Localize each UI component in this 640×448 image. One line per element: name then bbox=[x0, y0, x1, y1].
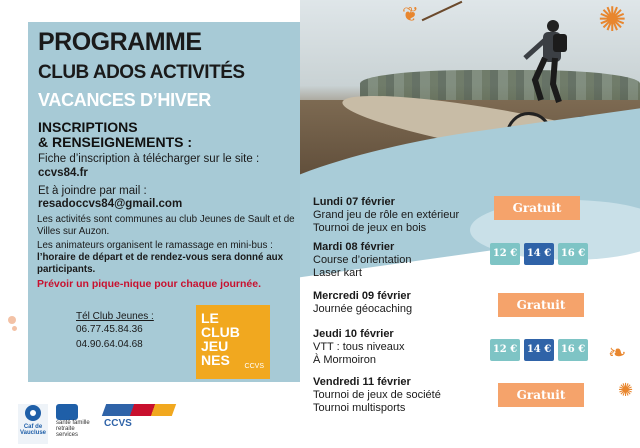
info-minibus: Les animateurs organisent le ramassage en mini-bus : bbox=[37, 240, 273, 251]
price-badge: 16 € bbox=[558, 243, 588, 265]
price-badge: 16 € bbox=[558, 339, 588, 361]
schedule-day: Mercredi 09 février bbox=[313, 290, 411, 302]
logo-line: NES bbox=[201, 352, 230, 368]
logo-line: LE bbox=[201, 310, 219, 326]
decor-dot bbox=[12, 326, 17, 331]
website-link[interactable]: ccvs84.fr bbox=[38, 167, 88, 179]
phone-mobile[interactable]: 06.77.45.84.36 bbox=[76, 324, 143, 335]
schedule-item bbox=[313, 290, 412, 316]
schedule-activity: Tournoi multisports bbox=[313, 402, 406, 414]
schedule-activity: À Mormoiron bbox=[313, 354, 376, 366]
inscriptions-heading: INSCRIPTIONS bbox=[38, 119, 138, 135]
schedule-item bbox=[313, 241, 411, 280]
msa-label: santé famille retraite services bbox=[56, 420, 90, 438]
schedule-activity: Journée géocaching bbox=[313, 303, 413, 315]
schedule-activity: Laser kart bbox=[313, 267, 362, 279]
schedule-day: Mardi 08 février bbox=[313, 241, 395, 253]
schedule-activity: VTT : tous niveaux bbox=[313, 341, 405, 353]
price-free-badge: Gratuit bbox=[498, 383, 584, 407]
logo-line: JEU bbox=[201, 338, 229, 354]
phone-label: Tél Club Jeunes : bbox=[76, 311, 154, 322]
logo-sub: CCVS bbox=[244, 363, 264, 370]
fiche-text: Fiche d’inscription à télécharger sur le site : bbox=[38, 153, 260, 165]
leaf-icon: ❧ bbox=[608, 340, 627, 365]
logo-line: CLUB bbox=[201, 324, 240, 340]
schedule-activity: Tournoi de jeux de société bbox=[313, 389, 441, 401]
ccvs-logo bbox=[104, 404, 174, 444]
leaf-icon: ✺ bbox=[618, 380, 634, 400]
price-free-badge: Gratuit bbox=[498, 293, 584, 317]
leaf-icon: ✺ bbox=[598, 1, 627, 39]
club-jeunes-logo bbox=[196, 305, 270, 379]
caf-emblem-icon bbox=[23, 404, 43, 422]
schedule-activity: Tournoi de jeux en bois bbox=[313, 222, 427, 234]
leaf-icon: ❦ bbox=[402, 4, 419, 26]
email-link[interactable]: resadoccvs84@gmail.com bbox=[38, 198, 183, 210]
renseignements-heading: & RENSEIGNEMENTS : bbox=[38, 134, 193, 150]
schedule-activity: Grand jeu de rôle en extérieur bbox=[313, 209, 460, 221]
price-badge: 14 € bbox=[524, 339, 554, 361]
msa-logo bbox=[56, 404, 96, 444]
caf-label: Caf de Vaucluse bbox=[19, 424, 46, 436]
schedule-item bbox=[313, 376, 441, 415]
price-badge: 14 € bbox=[524, 243, 554, 265]
decor-dot bbox=[8, 316, 16, 324]
schedule-day: Lundi 07 février bbox=[313, 196, 395, 208]
mail-label: Et à joindre par mail : bbox=[38, 185, 147, 197]
phone-landline[interactable]: 04.90.64.04.68 bbox=[76, 339, 143, 350]
price-badge: 12 € bbox=[490, 243, 520, 265]
picnic-notice: Prévoir un pique-nique pour chaque journée. bbox=[37, 278, 262, 290]
schedule-item bbox=[313, 328, 405, 367]
schedule-day: Vendredi 11 février bbox=[313, 376, 411, 388]
page-title: PROGRAMME bbox=[38, 28, 202, 56]
ccvs-label: CCVS bbox=[104, 418, 132, 429]
msa-emblem-icon bbox=[56, 404, 78, 420]
schedule-item bbox=[313, 196, 459, 235]
schedule-activity: Course d’orientation bbox=[313, 254, 412, 266]
caf-logo bbox=[18, 404, 48, 444]
info-activities: Les activités sont communes au club Jeunes de Sault et de Villes sur Auzon. bbox=[37, 214, 295, 237]
schedule-day: Jeudi 10 février bbox=[313, 328, 394, 340]
ccvs-emblem-icon bbox=[102, 404, 176, 416]
page-period: VACANCES D’HIVER bbox=[38, 90, 211, 110]
info-horaire: l’horaire de départ et de rendez-vous sera donné aux participants. bbox=[37, 252, 284, 275]
price-free-badge: Gratuit bbox=[494, 196, 580, 220]
page-subtitle: CLUB ADOS ACTIVITÉS bbox=[38, 62, 245, 83]
price-badge: 12 € bbox=[490, 339, 520, 361]
